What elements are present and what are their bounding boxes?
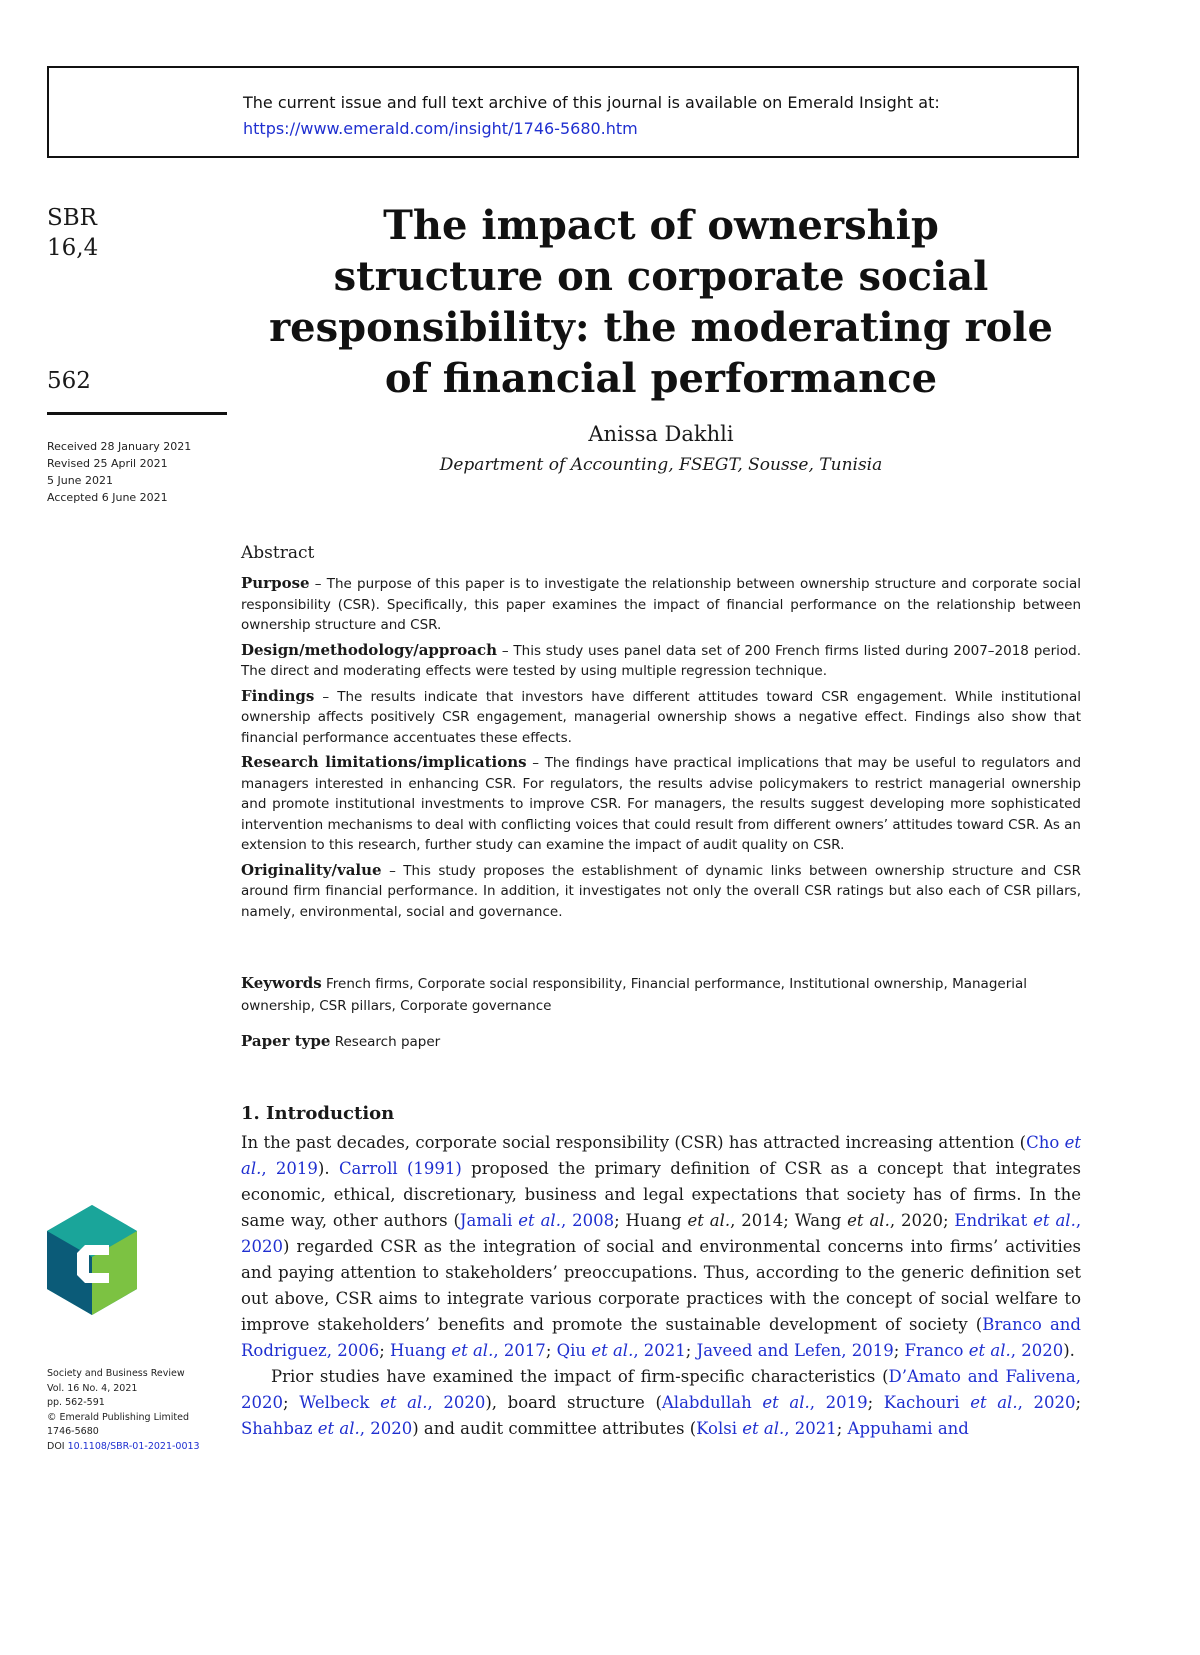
text-run: et al.: [518, 1211, 561, 1230]
text-run: et al.: [380, 1393, 428, 1412]
originality-label: Originality/value: [241, 860, 382, 879]
abstract-body: [241, 573, 1081, 926]
text-run: Qiu: [556, 1341, 592, 1360]
text-run: , 2020: [1017, 1393, 1076, 1412]
section-heading-introduction: 1. Introduction: [241, 1103, 395, 1124]
text-run: et al.: [591, 1341, 634, 1360]
text-run: Shahbaz: [241, 1419, 318, 1438]
text-run: ).: [317, 1159, 339, 1178]
text-run: et al.: [687, 1211, 731, 1230]
citation-link[interactable]: [696, 1419, 837, 1438]
abstract-design: [241, 640, 1081, 682]
text-run: , 2008: [560, 1211, 615, 1230]
journal-volume: 16,4: [47, 235, 99, 261]
citation-link[interactable]: Carroll (1991): [338, 1159, 462, 1178]
article-dates: [47, 438, 191, 506]
margin-divider: [47, 412, 227, 415]
text-run: Cho: [1026, 1133, 1065, 1152]
citation-link[interactable]: Javeed and Lefen, 2019: [696, 1341, 894, 1360]
citation-link[interactable]: [241, 1419, 412, 1438]
text-run: ), board structure (: [485, 1393, 662, 1412]
text-run: Alabdullah: [661, 1393, 763, 1412]
citation-link[interactable]: [299, 1393, 485, 1412]
paper-title: [240, 200, 1082, 404]
journal-abbrev: SBR: [47, 205, 97, 231]
text-run: Huang: [390, 1341, 452, 1360]
text-run: ;: [867, 1393, 884, 1412]
text-run: , 2019: [809, 1393, 868, 1412]
text-run: Welbeck: [299, 1393, 381, 1412]
purpose-label: Purpose: [241, 574, 310, 592]
date-revised: Revised 25 April 2021: [47, 457, 168, 470]
title-line: structure on corporate social: [333, 253, 989, 300]
originality-text: – This study proposes the establishment of dynamic links between ownership structure and CSR around firm financial performance. In addition, it investigates not only the overall CSR ratings but also each of CSR pillars, namely, environmental, social and governance.: [241, 862, 1081, 920]
date-received: Received 28 January 2021: [47, 440, 192, 453]
text-run: Prior studies have examined the impact of firm-specific characteristics (: [271, 1367, 889, 1386]
text-run: ;: [379, 1341, 391, 1360]
keywords: [241, 972, 1081, 1017]
text-run: , 2019: [261, 1159, 318, 1178]
limitations-label: Research limitations/implications: [241, 753, 527, 771]
access-box: [47, 66, 1079, 158]
text-run: , 2020: [1010, 1341, 1064, 1360]
text-run: ) regarded CSR as the integration of social and environmental concerns into firms’ activities and paying attention to stakeholders’ preoccupations. Thus, according to the generic definition set out above, CSR aims to integrate various corporate practices with the concept of social welfare to improve stakeholders’ benefits and promote the sustainable development of society (: [241, 1237, 1081, 1334]
text-run: , 2014; Wang: [730, 1211, 848, 1230]
text-run: In the past decades, corporate social responsibility (CSR) has attracted increasing attention (: [241, 1133, 1027, 1152]
text-run: , 2021: [633, 1341, 686, 1360]
abstract-limitations: [241, 752, 1081, 856]
text-run: ;: [1075, 1393, 1082, 1412]
journal-url-link[interactable]: https://www.emerald.com/insight/1746-5680.htm: [243, 119, 638, 138]
text-run: , 2020: [359, 1419, 413, 1438]
citation-link[interactable]: [662, 1393, 868, 1412]
paper-type-text: Research paper: [330, 1034, 441, 1050]
title-line: of financial performance: [384, 355, 938, 402]
design-text: – This study uses panel data set of 200 French firms listed during 2007–2018 period. The direct and moderating effects were tested by using multiple regression technique.: [241, 642, 1081, 679]
paper-type: [241, 1032, 1081, 1050]
pub-issn: 1746-5680: [47, 1426, 99, 1437]
text-run: , 2020: [427, 1393, 486, 1412]
date-revised-2: 5 June 2021: [47, 474, 113, 487]
text-run: Kolsi: [696, 1419, 743, 1438]
author-affiliation: Department of Accounting, FSEGT, Sousse, Tunisia: [439, 455, 883, 475]
text-run: et al.: [241, 1133, 1082, 1178]
abstract-originality: [241, 860, 1081, 923]
text-run: Jamali: [459, 1211, 519, 1230]
title-line: The impact of ownership: [383, 202, 939, 249]
pub-volume: Vol. 16 No. 4, 2021: [47, 1382, 138, 1394]
findings-label: Findings: [241, 686, 315, 705]
text-run: Kachouri: [883, 1393, 971, 1412]
text-run: ).: [1063, 1341, 1075, 1360]
citation-link[interactable]: [905, 1341, 1064, 1360]
pub-publisher: © Emerald Publishing Limited: [47, 1411, 190, 1423]
text-run: et al.: [451, 1341, 494, 1360]
paper-type-label: Paper type: [241, 1032, 331, 1050]
text-run: et al.: [762, 1393, 810, 1412]
findings-text: – The results indicate that investors have different attitudes toward CSR engagement. While institutional ownership affects positively CSR engagement, managerial ownership shows a negative effect. Findings also show that financial performance accentuates these effects.: [241, 688, 1081, 746]
text-run: ;: [893, 1341, 905, 1360]
pub-pages: pp. 562-591: [47, 1397, 105, 1408]
intro-paragraph: [241, 1364, 1081, 1442]
abstract-findings: [241, 686, 1081, 749]
text-run: ;: [685, 1341, 697, 1360]
text-run: Franco: [904, 1341, 969, 1360]
pub-journal: Society and Business Review: [47, 1368, 185, 1379]
date-accepted: Accepted 6 June 2021: [47, 491, 168, 504]
author-name: Anissa Dakhli: [588, 422, 734, 446]
intro-paragraph: [241, 1130, 1081, 1364]
keywords-label: Keywords: [241, 974, 322, 992]
text-run: , 2021: [784, 1419, 837, 1438]
pub-doi: [47, 1440, 200, 1455]
text-run: et al.: [317, 1419, 360, 1438]
text-run: , 2020;: [889, 1211, 955, 1230]
abstract-purpose: [241, 573, 1081, 636]
text-run: ;: [283, 1393, 300, 1412]
text-run: ; Huang: [614, 1211, 688, 1230]
citation-link[interactable]: Branco and Rodriguez, 2006: [241, 1315, 1081, 1360]
abstract-heading: Abstract: [241, 543, 315, 563]
limitations-text: – The findings have practical implications that may be useful to regulators and managers interested in enhancing CSR. For regulators, the results advise policymakers to restrict managerial ownership and promote institutional investments to improve CSR. For managers, the results suggest developing more sophisticated intervention mechanisms to deal with conflicting voices that could result from different owners’ attitudes toward CSR. As an extension to this research, further study can examine the impact of audit quality on CSR.: [241, 755, 1082, 853]
introduction-body: [241, 1130, 1081, 1442]
text-run: et al.: [970, 1393, 1018, 1412]
citation-link[interactable]: [460, 1211, 614, 1230]
citation-link[interactable]: Appuhami and: [847, 1419, 969, 1438]
keywords-text: French firms, Corporate social responsibility, Financial performance, Institutional ownership, Managerial ownership, CSR pillars, Corporate governance: [241, 976, 1028, 1014]
purpose-text: – The purpose of this paper is to investigate the relationship between ownership structure and corporate social responsibility (CSR). Specifically, this paper examines the impact of financial performance on the relationship between ownership structure and CSR.: [241, 576, 1081, 633]
access-line: The current issue and full text archive of this journal is available on Emerald Insight at:: [243, 93, 940, 112]
citation-link[interactable]: D’Amato and Falivena, 2020: [241, 1367, 1082, 1412]
text-run: et al.: [847, 1211, 890, 1230]
citation-link[interactable]: [557, 1341, 686, 1360]
text-run: ) and audit committee attributes (: [412, 1419, 697, 1438]
design-label: Design/methodology/approach: [241, 640, 498, 659]
journal-code: [47, 203, 98, 263]
text-run: et al.: [968, 1341, 1011, 1360]
text-run: Endrikat: [954, 1211, 1034, 1230]
text-run: ;: [836, 1419, 848, 1438]
text-run: et al.: [742, 1419, 785, 1438]
citation-link[interactable]: [390, 1341, 546, 1360]
citation-link[interactable]: [884, 1393, 1076, 1412]
text-run: , 2020: [241, 1211, 1082, 1256]
publication-info: [47, 1367, 200, 1454]
doi-link[interactable]: 10.1108/SBR-01-2021-0013: [67, 1440, 200, 1452]
emerald-logo-icon: [47, 1205, 137, 1315]
doi-label: DOI: [47, 1440, 68, 1452]
text-run: proposed the primary definition of CSR as a concept that integrates economic, ethical, discretionary, business and legal expectations that society has of firms. In the same way, other authors (: [241, 1159, 1081, 1230]
title-line: responsibility: the moderating role: [269, 304, 1053, 351]
page-number: 562: [47, 368, 91, 394]
text-run: et al.: [1033, 1211, 1076, 1230]
text-run: , 2017: [493, 1341, 546, 1360]
text-run: ;: [545, 1341, 557, 1360]
access-text: [243, 90, 940, 142]
